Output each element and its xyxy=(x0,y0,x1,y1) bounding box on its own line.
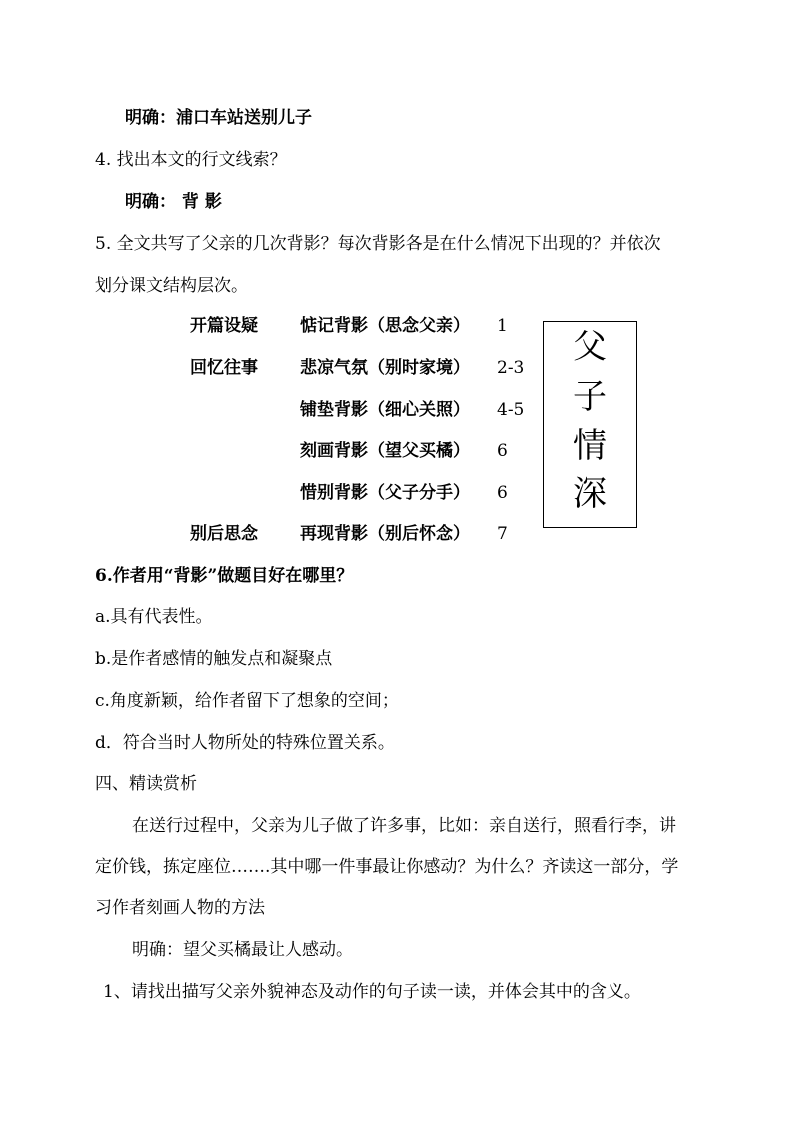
theme-char: 子 xyxy=(573,377,607,417)
paragraph-line: 在送行过程中，父亲为儿子做了许多事，比如：亲自送行，照看行李，讲 xyxy=(132,816,676,836)
structure-item: 惜别背影（父子分手） xyxy=(300,483,470,503)
theme-char: 情 xyxy=(573,426,607,466)
answer-line: 明确：望父买橘最让人感动。 xyxy=(132,940,353,960)
answer-b: b.是作者感情的触发点和凝聚点 xyxy=(95,649,333,669)
structure-para: 2-3 xyxy=(497,358,525,378)
structure-item: 铺垫背影（细心关照） xyxy=(300,400,470,420)
question-6: 6.作者用“背影”做题目好在哪里？ xyxy=(95,566,354,586)
structure-item: 惦记背影（思念父亲） xyxy=(300,316,470,336)
answer-d: d．符合当时人物所处的特殊位置关系。 xyxy=(95,733,395,753)
structure-para: 6 xyxy=(497,441,508,461)
structure-item: 刻画背影（望父买橘） xyxy=(300,441,470,461)
structure-part: 回忆往事 xyxy=(190,358,258,378)
theme-char: 父 xyxy=(573,327,607,367)
question-4: 4. 找出本文的行文线索？ xyxy=(95,150,287,170)
question-1: 1、请找出描写父亲外貌神态及动作的句子读一读，并体会其中的含义。 xyxy=(103,982,641,1002)
answer-1: 明确：浦口车站送别儿子 xyxy=(125,108,312,128)
answer-a: a.具有代表性。 xyxy=(95,607,213,627)
theme-box xyxy=(543,321,637,528)
answer-4: 明确： 背 影 xyxy=(125,192,222,212)
structure-para: 7 xyxy=(497,524,508,544)
theme-char: 深 xyxy=(573,474,607,514)
answer-c: c.角度新颖，给作者留下了想象的空间； xyxy=(95,691,399,711)
question-5: 5. 全文共写了父亲的几次背影？每次背影各是在什么情况下出现的？并依次 xyxy=(95,234,661,254)
question-5-cont: 划分课文结构层次。 xyxy=(95,276,248,296)
structure-item: 悲凉气氛（别时家境） xyxy=(300,358,470,378)
paragraph-line: 定价钱，拣定座位…….其中哪一件事最让你感动？为什么？齐读这一部分，学 xyxy=(95,857,679,877)
structure-para: 1 xyxy=(497,316,508,336)
structure-item: 再现背影（别后怀念） xyxy=(300,524,470,544)
structure-part: 别后思念 xyxy=(190,524,258,544)
structure-para: 4-5 xyxy=(497,400,525,420)
structure-part: 开篇设疑 xyxy=(190,316,258,336)
section-heading-4: 四、精读赏析 xyxy=(95,774,197,794)
paragraph-line: 习作者刻画人物的方法 xyxy=(95,898,265,918)
structure-para: 6 xyxy=(497,483,508,503)
